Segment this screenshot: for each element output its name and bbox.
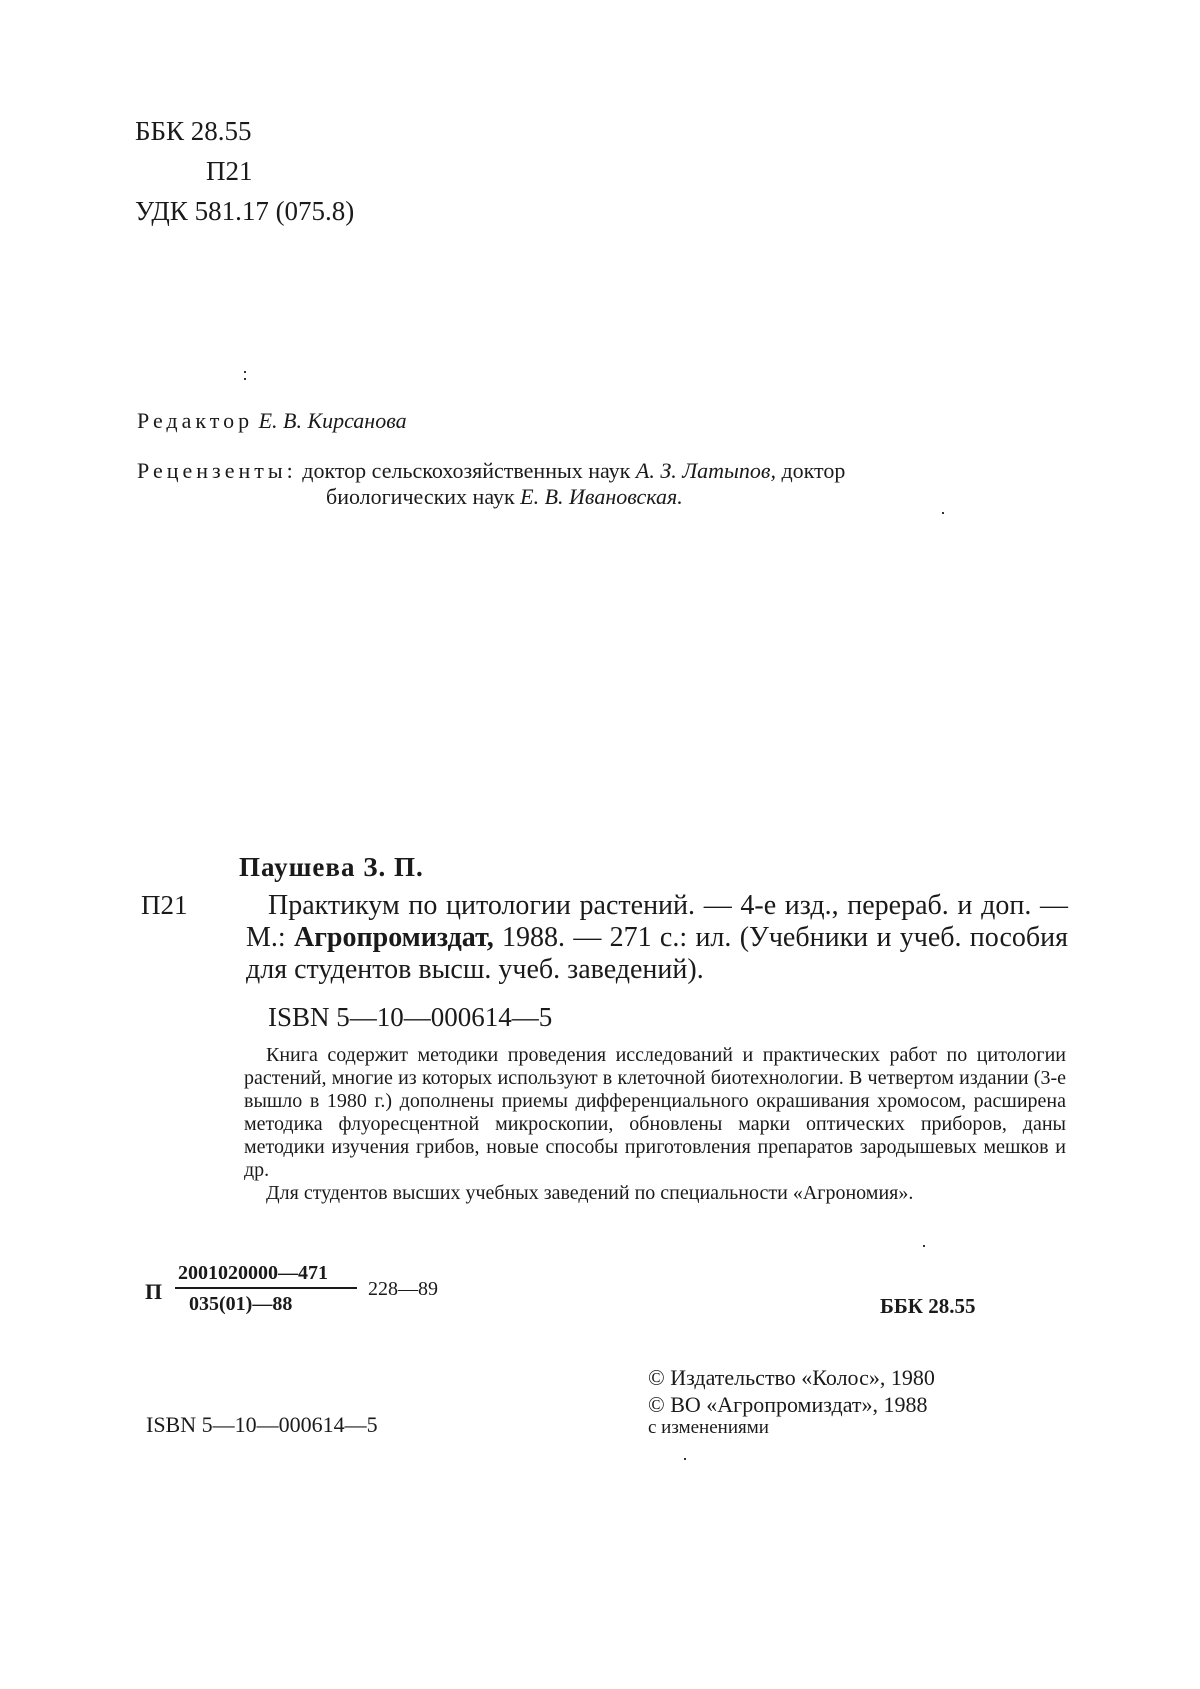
reviewers-text-1-tail: доктор <box>781 458 846 483</box>
editor-line <box>137 408 407 434</box>
entry-text-2: 1988. — 271 с.: ил. (Учебники и учеб. пособия для студентов высш. учеб. заведений). <box>246 922 1069 985</box>
isbn-bottom: ISBN 5—10—000614—5 <box>146 1412 378 1437</box>
reviewers-line-1 <box>137 458 845 484</box>
scan-speck <box>684 1458 686 1460</box>
scan-speck <box>244 371 246 373</box>
reviewers-text-1: доктор сельскохозяйственных наук <box>302 458 631 483</box>
code-denominator: 035(01)—88 <box>189 1293 293 1315</box>
udk-code: УДК 581.17 (075.8) <box>135 196 355 226</box>
annotation <box>244 1044 1066 1205</box>
scan-speck <box>942 512 944 514</box>
reviewer-name-2: Е. В. Ивановская. <box>520 484 683 509</box>
scan-speck <box>923 1245 925 1247</box>
entry-isbn: ISBN 5—10—000614—5 <box>268 1002 553 1032</box>
copyright-line-3: с изменениями <box>648 1417 769 1438</box>
code-side: 228—89 <box>368 1278 438 1300</box>
annotation-paragraph-1: Книга содержит методики проведения исследований и практических работ по цитологии растений, многие из которых используют в клеточной биотехнологии. В четвертом издании (3-е вышло в 1980 г.) дополнены приемы дифференциального окрашивания хромосом, расширена методика флуоресцентной микроскопии, обновлены марки оптических приборов, даны методики изучения грибов, новые способы приготовления препаратов зародышевых мешков и др. <box>244 1044 1066 1181</box>
reviewer-name-1: А. З. Латыпов, <box>635 458 776 483</box>
code-fraction-line <box>175 1287 357 1289</box>
entry-code: П21 <box>141 890 188 920</box>
editor-name: Е. В. Кирсанова <box>258 408 407 433</box>
author-mark-code: П21 <box>206 156 253 186</box>
entry-text-1: Практикум по цитологии растений. — 4-е изд., перераб. и доп. — М.: <box>246 890 1068 953</box>
scan-speck <box>244 378 246 380</box>
editor-label: Редактор <box>137 408 254 433</box>
copyright-line-2: © ВО «Агропромиздат», 1988 <box>648 1392 928 1417</box>
reviewers-label: Рецензенты: <box>137 458 297 483</box>
code-letter: П <box>145 1279 163 1304</box>
reviewers-text-2: биологических наук <box>326 484 515 509</box>
bbk-code: ББК 28.55 <box>135 116 252 146</box>
entry-description <box>246 890 1068 986</box>
entry-author: Паушева З. П. <box>239 852 424 882</box>
annotation-paragraph-2: Для студентов высших учебных заведений по специальности «Агрономия». <box>266 1182 914 1204</box>
code-numerator: 2001020000—471 <box>178 1262 328 1284</box>
copyright-line-1: © Издательство «Колос», 1980 <box>648 1365 935 1390</box>
bbk-bottom: ББК 28.55 <box>880 1294 976 1318</box>
reviewers-line-2 <box>326 484 683 510</box>
entry-publisher: Агропромиздат, <box>294 922 494 953</box>
copyright-block <box>648 1364 935 1438</box>
